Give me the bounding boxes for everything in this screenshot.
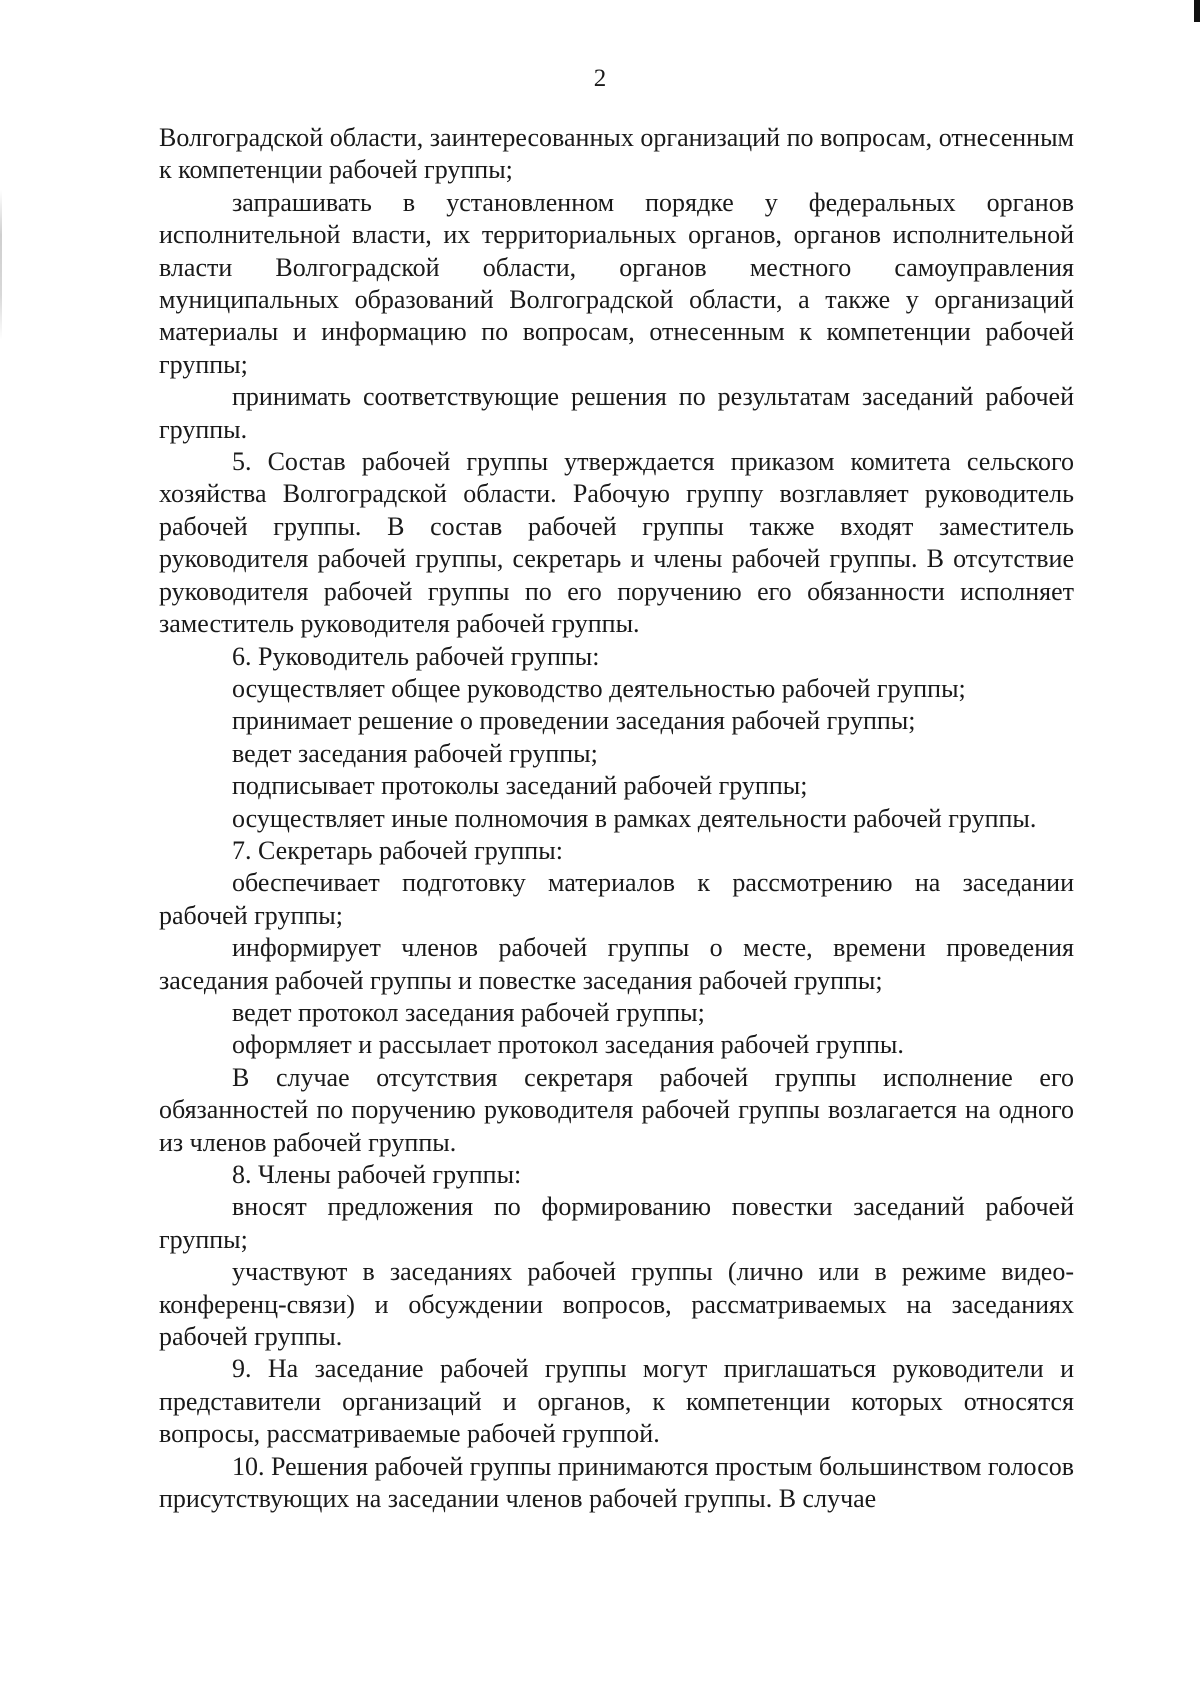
paragraph: информирует членов рабочей группы о месте, времени проведения заседания рабочей группы и повестке заседания рабочей группы; — [159, 933, 1074, 995]
paragraph: Волгоградской области, заинтересованных организаций по вопросам, отнесенным к компетенции рабочей группы; — [159, 123, 1074, 185]
paragraph: осуществляет общее руководство деятельностью рабочей группы; — [232, 673, 966, 703]
document-body — [159, 122, 1074, 1515]
paragraph: принимает решение о проведении заседания рабочей группы; — [232, 706, 916, 736]
scan-left-edge — [0, 190, 2, 340]
paragraph: подписывает протоколы заседаний рабочей группы; — [232, 771, 808, 801]
paragraph-item-5: 5. Состав рабочей группы утверждается приказом комитета сельского хозяйства Волгоградской области. Рабочую группу возглавляет руководитель рабочей группы. В состав рабочей группы также входят заместитель руководителя рабочей группы, секретарь и члены рабочей группы. В отсутствие руководителя рабочей группы по его поручению его обязанности исполняет заместитель руководителя рабочей группы. — [159, 447, 1074, 639]
paragraph: осуществляет иные полномочия в рамках деятельности рабочей группы. — [232, 803, 1037, 833]
scan-edge-mark — [1194, 0, 1200, 22]
paragraph: принимать соответствующие решения по результатам заседаний рабочей группы. — [159, 382, 1074, 444]
paragraph-item-7-heading: 7. Секретарь рабочей группы: — [232, 835, 563, 865]
paragraph: обеспечивает подготовку материалов к рассмотрению на заседании рабочей группы; — [159, 868, 1074, 930]
paragraph-item-8-heading: 8. Члены рабочей группы: — [232, 1160, 522, 1189]
paragraph: вносят предложения по формированию повестки заседаний рабочей группы; — [159, 1192, 1074, 1254]
paragraph: В случае отсутствия секретаря рабочей группы исполнение его обязанностей по поручению руководителя рабочей группы возлагается на одного из членов рабочей группы. — [159, 1062, 1074, 1157]
paragraph: оформляет и рассылает протокол заседания рабочей группы. — [232, 1030, 904, 1060]
paragraph-item-6-heading: 6. Руководитель рабочей группы: — [232, 641, 600, 671]
paragraph: участвуют в заседаниях рабочей группы (лично или в режиме видео-конференц-связи) и обсуждении вопросов, рассматриваемых на заседаниях рабочей группы. — [159, 1257, 1074, 1352]
page-number: 2 — [593, 65, 607, 92]
paragraph-item-9: 9. На заседание рабочей группы могут приглашаться руководители и представители организаций и органов, к компетенции которых относятся вопросы, рассматриваемые рабочей группой. — [159, 1354, 1074, 1449]
paragraph-item-10: 10. Решения рабочей группы принимаются простым большинством голосов присутствующих на заседании членов рабочей группы. В случае — [159, 1451, 1075, 1514]
paragraph: ведет заседания рабочей группы; — [232, 738, 598, 768]
paragraph: запрашивать в установленном порядке у федеральных органов исполнительной власти, их территориальных органов, органов исполнительной власти Волгоградской области, органов местного самоуправления муниципальных образований Волгоградской области, а также у организаций материалы и информацию по вопросам, отнесенным к компетенции рабочей группы; — [159, 187, 1074, 379]
paragraph: ведет протокол заседания рабочей группы; — [232, 997, 705, 1027]
